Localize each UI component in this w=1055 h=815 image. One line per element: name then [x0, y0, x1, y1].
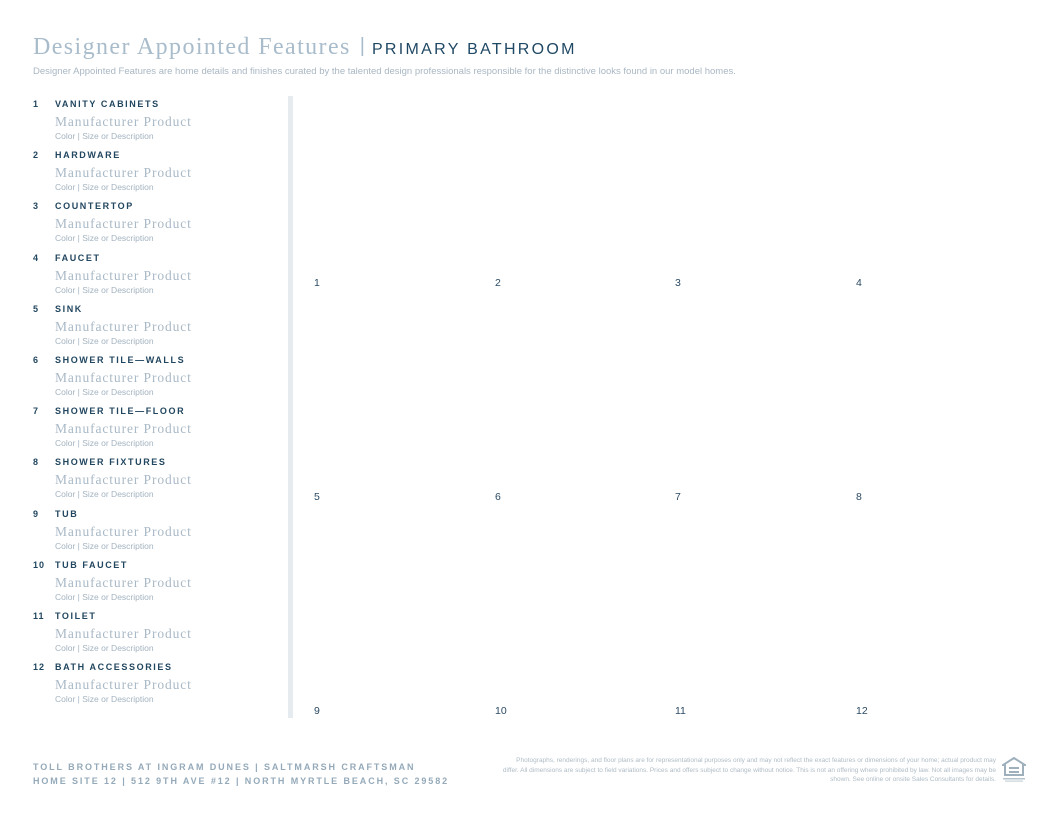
photo-slot-number: 2 — [495, 277, 501, 289]
page-subtitle: Designer Appointed Features are home details and finishes curated by the talented design professionals responsible for the distinctive looks found in our model homes. — [33, 66, 736, 77]
photo-slot-number: 4 — [856, 277, 862, 289]
feature-product: Manufacturer Product — [55, 165, 192, 181]
photo-slot-number: 5 — [314, 491, 320, 503]
feature-title: SHOWER FIXTURES — [55, 457, 167, 468]
feature-item — [33, 304, 273, 355]
feature-item — [33, 509, 273, 560]
photo-slot-number: 10 — [495, 705, 507, 717]
feature-number: 6 — [33, 354, 40, 365]
feature-title: FAUCET — [55, 252, 101, 263]
feature-number: 4 — [33, 252, 40, 263]
page-title: Designer Appointed Features — [33, 34, 351, 60]
feature-title: HARDWARE — [55, 150, 121, 161]
feature-list — [33, 99, 273, 713]
feature-title: COUNTERTOP — [55, 201, 134, 212]
feature-description: Color | Size or Description — [55, 489, 154, 500]
feature-item — [33, 253, 273, 304]
feature-number: 1 — [33, 99, 40, 109]
photo-slot-number: 8 — [856, 491, 862, 503]
column-divider — [288, 96, 293, 718]
feature-product: Manufacturer Product — [55, 574, 192, 590]
feature-title: TOILET — [55, 610, 97, 621]
feature-product: Manufacturer Product — [55, 216, 192, 232]
feature-title: SINK — [55, 303, 83, 314]
feature-product: Manufacturer Product — [55, 267, 192, 283]
feature-product: Manufacturer Product — [55, 421, 192, 437]
photo-slot-number: 6 — [495, 491, 501, 503]
feature-number: 2 — [33, 150, 40, 161]
home-site-line: HOME SITE 12 | 512 9TH AVE #12 | NORTH MYRTLE BEACH, SC 29582 — [33, 776, 450, 786]
feature-item — [33, 611, 273, 662]
feature-title: TUB — [55, 508, 79, 519]
community-line: TOLL BROTHERS AT INGRAM DUNES | SALTMARSH CRAFTSMAN — [33, 762, 416, 772]
feature-product: Manufacturer Product — [55, 625, 192, 641]
feature-description: Color | Size or Description — [55, 335, 154, 346]
photo-slot-number: 9 — [314, 705, 320, 717]
community-info — [33, 760, 449, 788]
photo-slot-number: 3 — [675, 277, 681, 289]
feature-number: 7 — [33, 406, 40, 417]
feature-description: Color | Size or Description — [55, 233, 154, 244]
photo-slot-number: 1 — [314, 277, 320, 289]
feature-product: Manufacturer Product — [55, 677, 192, 693]
feature-description: Color | Size or Description — [55, 540, 154, 551]
feature-description: Color | Size or Description — [55, 438, 154, 449]
feature-description: Color | Size or Description — [55, 386, 154, 397]
page-header — [33, 34, 577, 61]
feature-title: BATH ACCESSORIES — [55, 662, 173, 673]
feature-description: Color | Size or Description — [55, 284, 154, 295]
feature-title: TUB FAUCET — [55, 559, 128, 570]
feature-item — [33, 201, 273, 252]
room-title: PRIMARY BATHROOM — [371, 41, 577, 58]
feature-description: Color | Size or Description — [55, 642, 154, 653]
feature-number: 12 — [33, 662, 46, 673]
feature-title: SHOWER TILE—FLOOR — [55, 406, 186, 417]
feature-description: Color | Size or Description — [55, 131, 154, 141]
photo-slot-number: 11 — [675, 705, 686, 717]
feature-product: Manufacturer Product — [55, 472, 192, 488]
feature-title: VANITY CABINETS — [55, 99, 160, 109]
title-separator: | — [359, 35, 365, 57]
feature-number: 11 — [33, 610, 45, 621]
feature-number: 3 — [33, 201, 40, 212]
feature-number: 10 — [33, 559, 46, 570]
feature-product: Manufacturer Product — [55, 523, 192, 539]
feature-item — [33, 560, 273, 611]
feature-product: Manufacturer Product — [55, 369, 192, 385]
feature-description: Color | Size or Description — [55, 694, 154, 705]
feature-description: Color | Size or Description — [55, 591, 154, 602]
feature-item — [33, 150, 273, 201]
feature-item — [33, 662, 273, 713]
feature-number: 9 — [33, 508, 40, 519]
feature-number: 8 — [33, 457, 40, 468]
feature-item — [33, 355, 273, 406]
feature-item — [33, 457, 273, 508]
equal-housing-icon — [1002, 757, 1026, 783]
photo-slot-number: 7 — [675, 491, 681, 503]
feature-number: 5 — [33, 303, 40, 314]
feature-description: Color | Size or Description — [55, 182, 154, 193]
feature-product: Manufacturer Product — [55, 318, 192, 334]
legal-disclaimer: Photographs, renderings, and floor plans are for representational purposes only and may not reflect the exact features or dimensions of your home; actual product may differ. All dimensions are subject to field variations. Prices and offers subject to change without notice. This is not an offering where prohibited by law. Not all images may be shown. See online or onsite Sales Consultants for details. — [502, 757, 996, 783]
feature-item — [33, 99, 273, 150]
feature-title: SHOWER TILE—WALLS — [55, 354, 186, 365]
photo-slot-number: 12 — [856, 705, 868, 717]
feature-item — [33, 406, 273, 457]
feature-product: Manufacturer Product — [55, 114, 192, 129]
